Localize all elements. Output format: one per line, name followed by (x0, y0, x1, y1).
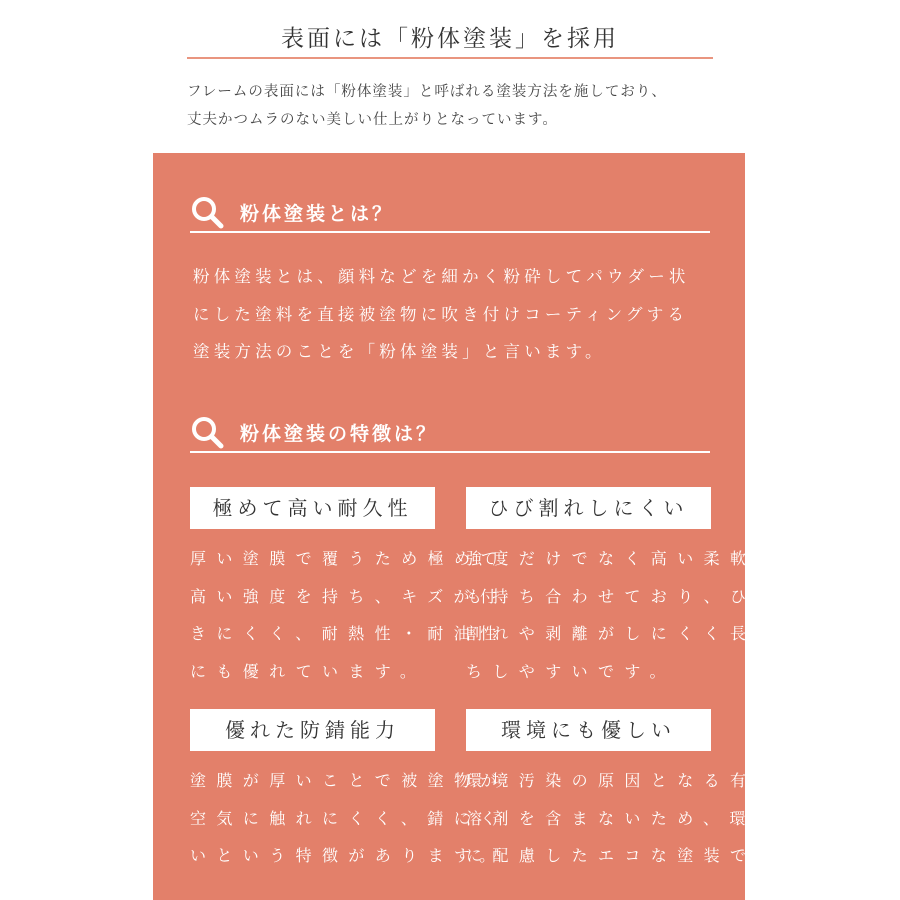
page-title: 表面には「粉体塗装」を採用 (281, 26, 619, 52)
section-divider (190, 231, 710, 233)
intro-line: 丈夫かつムラのない美しい仕上がりとなっています。 (187, 112, 558, 128)
intro-line: フレームの表面には「粉体塗装」と呼ばれる塗装方法を施しており、 (187, 84, 667, 100)
feature-line: にも優れています。 (190, 661, 427, 681)
feature-rust-prevention (190, 709, 507, 875)
section-heading-features (190, 413, 710, 453)
paragraph-line: 塗装方法のことを「粉体塗装」と言います。 (193, 342, 606, 361)
magnifier-icon (190, 195, 224, 229)
feature-eco-friendly (466, 709, 808, 875)
feature-line: ちしやすいです。 (466, 661, 676, 681)
paragraph-line: 粉体塗装とは、顔料などを細かく粉砕してパウダー状 (193, 267, 690, 286)
feature-line: 強度だけでなく高い柔軟性 (466, 549, 783, 568)
feature-line: きにくく、耐熱性・耐油性 (190, 624, 507, 643)
feature-line: 溶剤を含まないため、環境 (466, 808, 783, 828)
feature-line: 割れや剥離がしにくく長持 (466, 624, 783, 643)
feature-line: 塗膜が厚いことで被塗物が (190, 771, 507, 790)
feature-line: 空気に触れにくく、錆にく (190, 808, 507, 828)
info-panel (153, 153, 808, 900)
feature-durability (190, 487, 507, 690)
paragraph-line: にした塗料を直接被塗物に吹き付けコーティングする (193, 304, 689, 324)
feature-line: 環境汚染の原因となる有機 (466, 771, 783, 790)
magnifier-icon (190, 415, 224, 449)
section-heading-text: 粉体塗装とは？ (240, 203, 395, 225)
section-paragraph (193, 258, 690, 371)
section-heading-what (190, 193, 710, 233)
feature-title: 極めて高い耐久性 (190, 487, 435, 529)
feature-line: いという特徴があります。 (190, 846, 506, 865)
feature-line: に配慮したエコな塗装です。 (466, 846, 808, 865)
feature-title: 環境にも優しい (466, 709, 711, 751)
title-divider (187, 57, 713, 59)
intro-text (187, 78, 667, 134)
section-divider (190, 451, 710, 453)
feature-line: も持ち合わせており、ひび (466, 586, 783, 606)
feature-line: 高い強度を持ち、キズが付 (190, 586, 507, 606)
feature-crack-resistance (466, 487, 783, 690)
section-heading-text: 粉体塗装の特徴は？ (240, 423, 439, 445)
feature-line: 厚い塗膜で覆うため極めて (190, 549, 507, 568)
feature-title: ひび割れしにくい (466, 487, 711, 529)
feature-title: 優れた防錆能力 (190, 709, 435, 751)
